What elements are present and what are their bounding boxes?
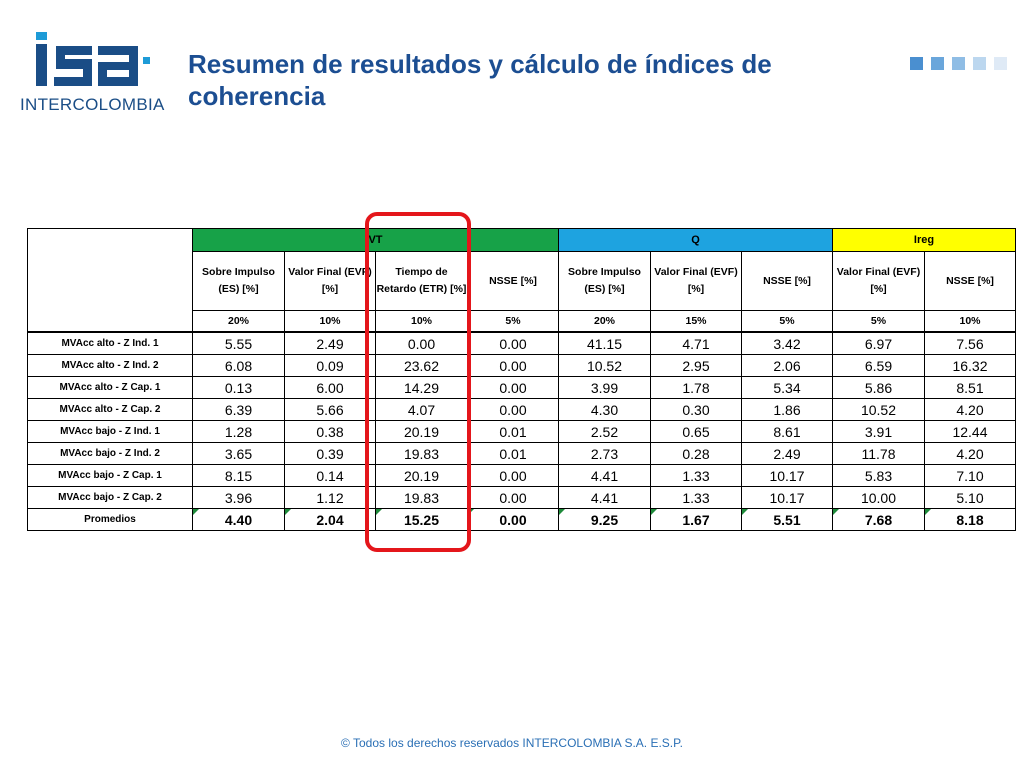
average-value-cell (559, 509, 651, 531)
value-cell: 0.00 (468, 465, 559, 487)
value-cell: 3.91 (833, 421, 925, 443)
value-cell: 5.34 (742, 377, 833, 399)
average-value: 0.00 (499, 511, 527, 528)
threshold-cell: 20% (193, 311, 285, 333)
table-row (28, 443, 1016, 465)
value-cell: 1.33 (651, 487, 742, 509)
value-cell: 14.29 (376, 377, 468, 399)
average-value-cell (833, 509, 925, 531)
value-cell: 0.00 (376, 332, 468, 355)
table-row (28, 377, 1016, 399)
column-header: Tiempo de Retardo (ETR) [%] (376, 252, 468, 311)
value-cell: 4.30 (559, 399, 651, 421)
average-value-cell (285, 509, 376, 531)
value-cell: 0.28 (651, 443, 742, 465)
value-cell: 0.14 (285, 465, 376, 487)
formula-indicator-icon (651, 509, 657, 515)
value-cell: 19.83 (376, 487, 468, 509)
average-value: 8.18 (956, 511, 984, 528)
value-cell: 1.86 (742, 399, 833, 421)
value-cell: 3.65 (193, 443, 285, 465)
average-value: 9.25 (590, 511, 619, 528)
value-cell: 10.52 (559, 355, 651, 377)
row-label: MVAcc alto - Z Ind. 1 (28, 332, 193, 355)
value-cell: 5.55 (193, 332, 285, 355)
formula-indicator-icon (285, 509, 291, 515)
value-cell: 3.96 (193, 487, 285, 509)
value-cell: 0.01 (468, 443, 559, 465)
table-row (28, 332, 1016, 355)
column-header: NSSE [%] (468, 252, 559, 311)
copyright-footer: © Todos los derechos reservados INTERCOLOMBIA S.A. E.S.P. (341, 736, 683, 750)
table-row (28, 399, 1016, 421)
average-value: 4.40 (224, 511, 253, 528)
value-cell: 2.49 (742, 443, 833, 465)
value-cell: 6.59 (833, 355, 925, 377)
value-cell: 0.30 (651, 399, 742, 421)
threshold-cell: 10% (925, 311, 1016, 333)
value-cell: 0.13 (193, 377, 285, 399)
row-label: MVAcc bajo - Z Cap. 1 (28, 465, 193, 487)
value-cell: 20.19 (376, 465, 468, 487)
value-cell: 12.44 (925, 421, 1016, 443)
value-cell: 4.41 (559, 465, 651, 487)
table-row (28, 487, 1016, 509)
logo-wordmark: INTERCOLOMBIA (20, 95, 165, 114)
etr-highlight-box (365, 212, 471, 552)
value-cell: 0.38 (285, 421, 376, 443)
threshold-cell: 5% (468, 311, 559, 333)
value-cell: 8.15 (193, 465, 285, 487)
formula-indicator-icon (925, 509, 931, 515)
value-cell: 6.08 (193, 355, 285, 377)
value-cell: 0.00 (468, 487, 559, 509)
value-cell: 5.83 (833, 465, 925, 487)
value-cell: 6.00 (285, 377, 376, 399)
table-row (28, 421, 1016, 443)
value-cell: 20.19 (376, 421, 468, 443)
value-cell: 10.52 (833, 399, 925, 421)
threshold-cell: 20% (559, 311, 651, 333)
value-cell: 1.78 (651, 377, 742, 399)
decorative-squares (910, 57, 1007, 70)
value-cell: 3.42 (742, 332, 833, 355)
value-cell: 2.49 (285, 332, 376, 355)
corner-cell (28, 229, 193, 333)
column-header: NSSE [%] (925, 252, 1016, 311)
value-cell: 2.95 (651, 355, 742, 377)
value-cell: 10.00 (833, 487, 925, 509)
row-label: MVAcc alto - Z Ind. 2 (28, 355, 193, 377)
value-cell: 6.39 (193, 399, 285, 421)
value-cell: 0.09 (285, 355, 376, 377)
value-cell: 2.73 (559, 443, 651, 465)
value-cell: 6.97 (833, 332, 925, 355)
value-cell: 0.00 (468, 332, 559, 355)
value-cell: 1.33 (651, 465, 742, 487)
value-cell: 16.32 (925, 355, 1016, 377)
average-value-cell (925, 509, 1016, 531)
results-table (27, 228, 1016, 531)
value-cell: 5.66 (285, 399, 376, 421)
value-cell: 3.99 (559, 377, 651, 399)
threshold-cell: 10% (285, 311, 376, 333)
row-label: MVAcc alto - Z Cap. 1 (28, 377, 193, 399)
formula-indicator-icon (742, 509, 748, 515)
formula-indicator-icon (193, 509, 199, 515)
formula-indicator-icon (833, 509, 839, 515)
value-cell: 0.65 (651, 421, 742, 443)
value-cell: 4.41 (559, 487, 651, 509)
value-cell: 8.61 (742, 421, 833, 443)
column-header: Sobre Impulso (ES) [%] (559, 252, 651, 311)
average-value-cell (651, 509, 742, 531)
average-value-cell (468, 509, 559, 531)
value-cell: 0.00 (468, 399, 559, 421)
row-label: MVAcc bajo - Z Cap. 2 (28, 487, 193, 509)
table-row (28, 355, 1016, 377)
page-title: Resumen de resultados y cálculo de índices de coherencia (188, 49, 772, 111)
table-row (28, 465, 1016, 487)
threshold-cell: 15% (651, 311, 742, 333)
value-cell: 4.07 (376, 399, 468, 421)
value-cell: 10.17 (742, 487, 833, 509)
group-header-ireg: Ireg (833, 229, 1016, 252)
value-cell: 19.83 (376, 443, 468, 465)
value-cell: 7.10 (925, 465, 1016, 487)
row-label: MVAcc bajo - Z Ind. 1 (28, 421, 193, 443)
value-cell: 0.00 (468, 355, 559, 377)
average-value: 5.51 (773, 511, 801, 528)
column-header: Valor Final (EVF) [%] (285, 252, 376, 311)
average-row (28, 509, 1016, 531)
value-cell: 2.52 (559, 421, 651, 443)
threshold-cell: 5% (742, 311, 833, 333)
formula-indicator-icon (559, 509, 565, 515)
row-label: MVAcc alto - Z Cap. 2 (28, 399, 193, 421)
value-cell: 23.62 (376, 355, 468, 377)
value-cell: 8.51 (925, 377, 1016, 399)
value-cell: 2.06 (742, 355, 833, 377)
column-header: NSSE [%] (742, 252, 833, 311)
value-cell: 7.56 (925, 332, 1016, 355)
average-label: Promedios (28, 509, 193, 531)
average-value: 2.04 (316, 511, 344, 528)
results-table-wrapper (27, 228, 1016, 531)
value-cell: 0.39 (285, 443, 376, 465)
value-cell: 4.20 (925, 443, 1016, 465)
value-cell: 4.71 (651, 332, 742, 355)
row-label: MVAcc bajo - Z Ind. 2 (28, 443, 193, 465)
value-cell: 1.28 (193, 421, 285, 443)
value-cell: 5.10 (925, 487, 1016, 509)
group-header-q: Q (559, 229, 833, 252)
value-cell: 11.78 (833, 443, 925, 465)
average-value-cell (742, 509, 833, 531)
isa-logo-mark (22, 28, 162, 90)
average-value: 1.67 (682, 511, 710, 528)
column-header: Valor Final (EVF) [%] (833, 252, 925, 311)
column-header: Valor Final (EVF) [%] (651, 252, 742, 311)
value-cell: 4.20 (925, 399, 1016, 421)
value-cell: 41.15 (559, 332, 651, 355)
average-value: 7.68 (864, 511, 893, 528)
value-cell: 0.01 (468, 421, 559, 443)
average-value-cell (193, 509, 285, 531)
value-cell: 1.12 (285, 487, 376, 509)
group-header-vt: VT (193, 229, 559, 252)
threshold-cell: 10% (376, 311, 468, 333)
column-header: Sobre Impulso (ES) [%] (193, 252, 285, 311)
threshold-cell: 5% (833, 311, 925, 333)
average-value: 15.25 (403, 511, 440, 528)
value-cell: 5.86 (833, 377, 925, 399)
value-cell: 0.00 (468, 377, 559, 399)
value-cell: 10.17 (742, 465, 833, 487)
